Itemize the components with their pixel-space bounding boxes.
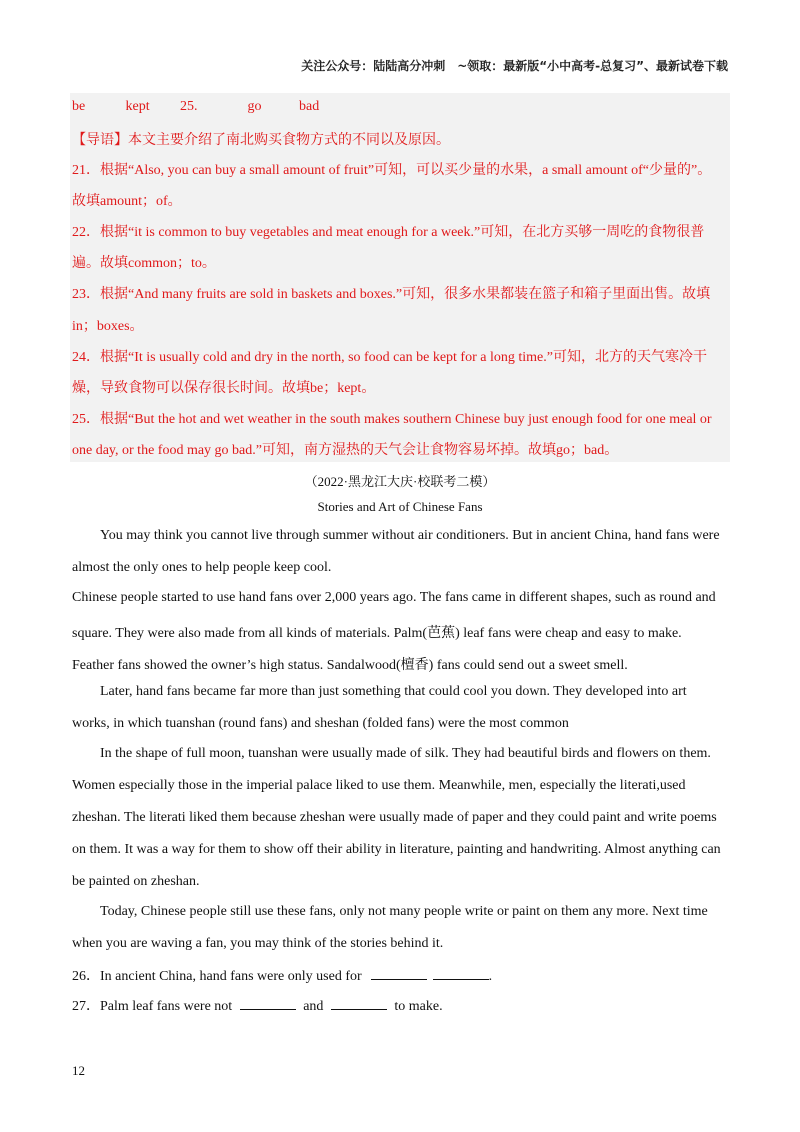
passage-line: works, in which tuanshan (round fans) and sheshan (folded fans) were the most common [72,716,569,731]
answer-key-word: go [247,99,262,114]
passage-line: almost the only ones to help people keep cool. [72,560,332,575]
answer-blank[interactable] [240,998,296,1010]
answer-blank[interactable] [371,968,427,980]
passage-line: Today, Chinese people still use these fans, only not many people write or paint on them any more. Next time [100,904,708,919]
passage-line: square. They were also made from all kinds of materials. Palm(芭蕉) leaf fans were cheap and easy to make. [72,626,682,641]
answer-key-word: kept [125,99,150,114]
passage-line: zheshan. The literati liked them because zheshan were usually made of paper and they could paint and write poems [72,810,717,825]
answer-line: 故填amount；of。 [72,194,182,209]
question-26-end: . [488,969,493,984]
question-27-and: and [303,999,324,1014]
answer-blank[interactable] [331,998,387,1010]
passage-line: Women especially those in the imperial palace liked to use them. Meanwhile, men, especially the literati,used [72,778,686,793]
passage-line: when you are waving a fan, you may think of the stories behind it. [72,936,444,951]
passage-line: on them. It was a way for them to show off their ability in literature, painting and handwriting. Almost anything can [72,842,721,857]
answer-key-row [72,99,319,115]
answer-line: 23．根据“And many fruits are sold in baskets and boxes.”可知，很多水果都装在篮子和箱子里面出售。故填 [72,287,711,302]
page-header: 关注公众号：陆陆高分冲刺 ~领取：最新版“小中高考-总复习”、最新试卷下载 [301,59,728,73]
passage-source: （2022·黑龙江大庆·校联考二模） [304,474,496,489]
question-26-text: 26．In ancient China, hand fans were only used for [72,969,362,984]
passage-title: Stories and Art of Chinese Fans [317,499,483,514]
answer-guide: 【导语】本文主要介绍了南北购买食物方式的不同以及原因。 [72,133,450,148]
answer-blank[interactable] [433,968,489,980]
answer-line: 燥，导致食物可以保存很长时间。故填be；kept。 [72,381,376,396]
answer-line: 24．根据“It is usually cold and dry in the north, so food can be kept for a long time.”可知，北方的天气寒冷干 [72,350,707,365]
answer-key-word: bad [299,99,320,114]
answer-key-word: 25. [180,99,198,114]
answer-line: 遍。故填common；to。 [72,256,216,271]
question-27-text: 27．Palm leaf fans were not [72,999,233,1014]
question-26 [72,965,492,985]
question-27 [72,995,443,1015]
answer-line: 21．根据“Also, you can buy a small amount of fruit”可知，可以买少量的水果，a small amount of“少量的”。 [72,163,712,178]
passage-line: Chinese people started to use hand fans over 2,000 years ago. The fans came in different shapes, such as round and [72,590,716,605]
answer-line: one day, or the food may go bad.”可知，南方湿热的天气会让食物容易坏掉。故填go；bad。 [72,443,619,458]
passage-line: Later, hand fans became far more than just something that could cool you down. They developed into art [100,684,687,699]
answer-line: in；boxes。 [72,319,144,334]
answer-line: 22．根据“it is common to buy vegetables and meat enough for a week.”可知，在北方买够一周吃的食物很普 [72,225,705,240]
passage-line: In the shape of full moon, tuanshan were usually made of silk. They had beautiful birds and flowers on them. [100,746,711,761]
passage-line: be painted on zheshan. [72,874,200,889]
answer-key-word: be [72,99,86,114]
answer-line: 25．根据“But the hot and wet weather in the south makes southern Chinese buy just enough food for one meal or [72,412,712,427]
question-27-end: to make. [394,999,443,1014]
passage-line: You may think you cannot live through summer without air conditioners. But in ancient China, hand fans were [100,528,720,543]
passage-line: Feather fans showed the owner’s high status. Sandalwood(檀香) fans could send out a sweet smell. [72,658,628,673]
page-number: 12 [72,1063,85,1078]
